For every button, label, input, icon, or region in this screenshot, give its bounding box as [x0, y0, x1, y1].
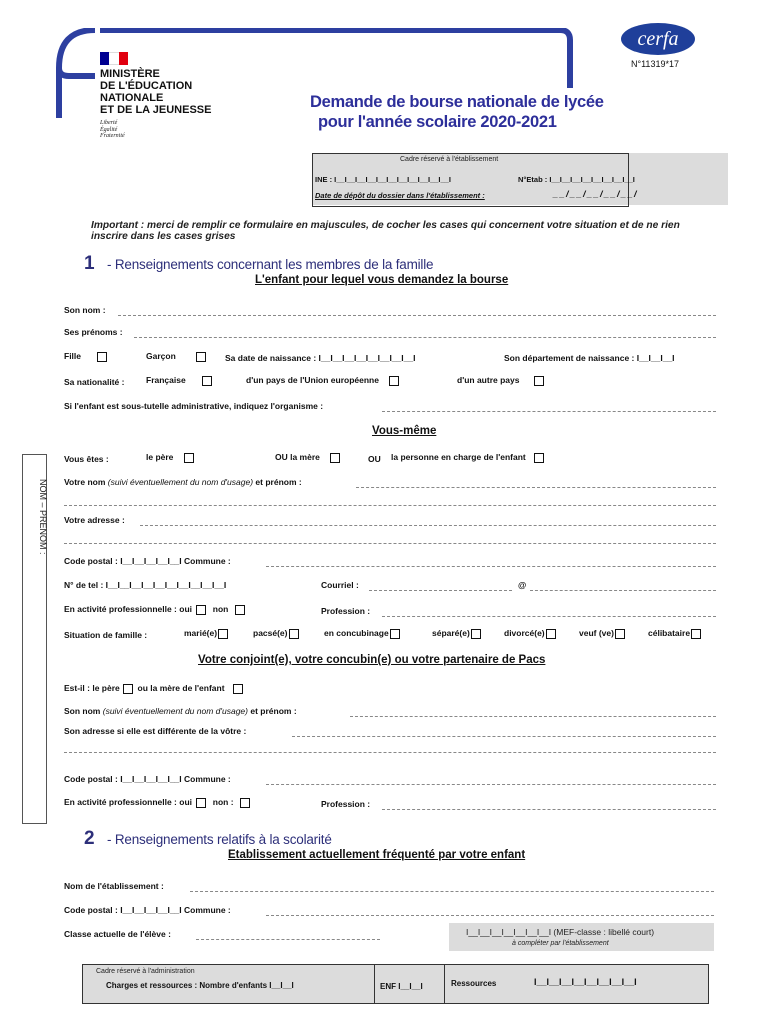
guardianship-label: Si l'enfant est sous-tutelle administrative, indiquez l'organisme : — [64, 401, 324, 411]
profession-field[interactable] — [382, 616, 716, 617]
nationality-other-label: d'un autre pays — [457, 375, 520, 385]
child-lastname-label: Son nom : — [64, 305, 106, 315]
admin-enf-field: ENF I__I__I — [380, 982, 423, 991]
status-married-checkbox[interactable] — [218, 629, 228, 639]
guardianship-field[interactable] — [382, 411, 716, 412]
email-domain-field[interactable] — [530, 590, 716, 591]
admin-children-count: Charges et ressources : Nombre d'enfants I__I__I — [106, 981, 294, 990]
section2-number: 2 — [84, 828, 95, 849]
ministry-line: MINISTÈRE — [100, 68, 160, 80]
your-address-field[interactable] — [140, 525, 716, 526]
fille-checkbox[interactable] — [97, 352, 107, 362]
mother-label: OU la mère — [275, 452, 320, 462]
fille-label: Fille — [64, 351, 82, 361]
guardian-label: la personne en charge de l'enfant — [391, 452, 526, 462]
partner-mother-checkbox[interactable] — [233, 684, 243, 694]
child-subtitle: L'enfant pour lequel vous demandez la bourse — [255, 274, 509, 286]
yourself-subtitle: Vous-même — [372, 425, 437, 437]
email-label: Courriel : — [321, 580, 359, 590]
important-note: Important : merci de remplir ce formulaire en majuscules, de cocher les cases qui concernent votre situation et de ne rien inscrire dans les cases grises — [91, 220, 680, 242]
child-firstname-label: Ses prénoms : — [64, 327, 123, 337]
status-separated — [432, 628, 481, 639]
status-single — [648, 628, 701, 639]
partner-address-label: Son adresse si elle est différente de la vôtre : — [64, 726, 247, 736]
partner-father-label: Est-il : le père — [64, 683, 120, 693]
father-checkbox[interactable] — [184, 453, 194, 463]
current-class-label: Classe actuelle de l'élève : — [64, 929, 171, 939]
your-name-field[interactable] — [356, 487, 716, 488]
mef-field: I__I__I__I__I__I__I__I (MEF-classe : libellé court) — [466, 927, 655, 937]
guardian-option — [391, 452, 544, 463]
partner-profession-field[interactable] — [382, 809, 716, 810]
nationality-french-option — [146, 375, 212, 386]
partner-commune-field[interactable] — [266, 784, 716, 785]
status-divorced-label: divorcé(e) — [504, 628, 545, 638]
motto-line: Fraternité — [100, 133, 125, 139]
partner-firstname-text: et prénom : — [250, 706, 297, 716]
employment-no-label: non — [212, 604, 229, 614]
guardian-checkbox[interactable] — [534, 453, 544, 463]
admin-divider — [374, 964, 375, 1004]
garcon-option — [146, 351, 206, 362]
admin-divider — [444, 964, 445, 1004]
nationality-eu-label: d'un pays de l'Union européenne — [246, 375, 379, 385]
partner-role-option — [64, 683, 243, 694]
school-subtitle: Etablissement actuellement fréquenté par votre enfant — [228, 849, 526, 861]
you-are-label: Vous êtes : — [64, 454, 109, 464]
father-option — [146, 452, 194, 463]
family-status-label: Situation de famille : — [64, 630, 148, 640]
partner-employment-option — [64, 797, 250, 808]
email-user-field[interactable] — [369, 590, 512, 591]
form-title — [310, 92, 604, 132]
republic-flag-icon — [100, 52, 128, 65]
garcon-label: Garçon — [146, 351, 176, 361]
ministry-line: NATIONALE — [100, 92, 164, 104]
status-widowed — [579, 628, 625, 639]
mother-checkbox[interactable] — [330, 453, 340, 463]
status-divorced — [504, 628, 556, 639]
profession-label: Profession : — [321, 606, 371, 616]
school-commune-field[interactable] — [266, 915, 714, 916]
status-widowed-label: veuf (ve) — [579, 628, 614, 638]
form-title-line2: pour l'année scolaire 2020-2021 — [318, 113, 557, 131]
status-divorced-checkbox[interactable] — [546, 629, 556, 639]
status-pacs-label: pacsé(e) — [253, 628, 288, 638]
your-address-label: Votre adresse : — [64, 515, 125, 525]
employment-yes-checkbox[interactable] — [196, 605, 206, 615]
child-firstname-field[interactable] — [134, 337, 716, 338]
status-concubinage — [324, 628, 400, 639]
netab-field: N°Etab : I__I__I__I__I__I__I__I__I — [518, 175, 635, 184]
partner-name-text: Son nom — [64, 706, 101, 716]
admin-resources-label: Ressources — [451, 979, 497, 988]
mef-note: à compléter par l'établissement — [512, 940, 609, 947]
current-class-field[interactable] — [196, 939, 380, 940]
cerfa-logo-text: cerfa — [637, 28, 679, 50]
name-side-label: NOM – PRENOM : — [38, 479, 48, 555]
admin-header: Cadre réservé à l'administration — [96, 968, 195, 975]
deposit-date-text: Date de dépôt du dossier dans l'établissement : — [315, 191, 485, 200]
section2-title: - Renseignements relatifs à la scolarité — [107, 832, 332, 847]
partner-mother-label: ou la mère de l'enfant — [137, 683, 225, 693]
partner-name-field[interactable] — [350, 716, 716, 717]
status-separated-label: séparé(e) — [432, 628, 470, 638]
status-pacs-checkbox[interactable] — [289, 629, 299, 639]
section2-heading — [84, 828, 332, 850]
section1-number: 1 — [84, 253, 95, 274]
your-address-field-line2[interactable] — [64, 543, 716, 544]
or-label: OU — [368, 454, 381, 464]
ministry-line: DE L'ÉDUCATION — [100, 80, 193, 92]
child-lastname-field[interactable] — [118, 315, 716, 316]
partner-employment-no-checkbox[interactable] — [240, 798, 250, 808]
email-at-sign: @ — [518, 580, 527, 590]
section1-title: - Renseignements concernant les membres de la famille — [107, 257, 434, 272]
garcon-checkbox[interactable] — [196, 352, 206, 362]
status-married-label: marié(e) — [184, 628, 218, 638]
nationality-label: Sa nationalité : — [64, 377, 125, 387]
your-name-text: Votre nom — [64, 477, 106, 487]
nationality-eu-checkbox[interactable] — [389, 376, 399, 386]
father-label: le père — [146, 452, 174, 462]
ministry-name — [100, 68, 211, 116]
reserved-etab-header: Cadre réservé à l'établissement — [400, 156, 499, 163]
partner-name-hint: (suivi éventuellement du nom d'usage) — [102, 706, 248, 716]
deposit-date-label — [315, 191, 485, 200]
your-name-field-line2[interactable] — [64, 505, 716, 506]
partner-profession-label: Profession : — [321, 799, 371, 809]
employment-label: En activité professionnelle : oui — [64, 604, 192, 614]
status-concubinage-label: en concubinage — [324, 628, 389, 638]
phone-field[interactable]: N° de tel : I__I__I__I__I__I__I__I__I__I__I — [64, 580, 227, 590]
postal-code-label: Code postal : I__I__I__I__I__I Commune : — [64, 556, 231, 566]
partner-postal-label: Code postal : I__I__I__I__I__I Commune : — [64, 774, 231, 784]
partner-address-field-line2[interactable] — [64, 752, 716, 753]
status-pacs — [253, 628, 299, 639]
status-separated-checkbox[interactable] — [471, 629, 481, 639]
republic-motto — [100, 120, 125, 140]
cerfa-logo — [621, 23, 695, 55]
mother-option — [275, 452, 340, 463]
fille-option — [64, 351, 107, 362]
employment-option — [64, 604, 245, 615]
partner-employment-yes-checkbox[interactable] — [196, 798, 206, 808]
school-name-label: Nom de l'établissement : — [64, 881, 164, 891]
status-married — [184, 628, 228, 639]
nationality-french-checkbox[interactable] — [202, 376, 212, 386]
nationality-eu-option — [246, 375, 399, 386]
ine-field: INE : I__I__I__I__I__I__I__I__I__I__I__I — [315, 175, 451, 184]
your-name-hint: (suivi éventuellement du nom d'usage) — [107, 477, 254, 487]
birth-department-field[interactable]: Son département de naissance : I__I__I__I — [504, 353, 675, 363]
admin-resources-field: I__I__I__I__I__I__I__I__I — [534, 977, 637, 987]
ministry-line: ET DE LA JEUNESSE — [100, 104, 212, 116]
deposit-date-slots: __/__/__/__/__/ — [553, 189, 639, 199]
nationality-other-option — [457, 375, 544, 386]
status-single-label: célibataire — [648, 628, 691, 638]
motto-line: Égalité — [100, 126, 118, 133]
motto-line: Liberté — [100, 120, 118, 126]
birthdate-field[interactable]: Sa date de naissance : I__I__I__I__I__I__I__I__I — [225, 353, 416, 363]
section1-heading — [84, 253, 433, 275]
status-widowed-checkbox[interactable] — [615, 629, 625, 639]
cerfa-number: N°11319*17 — [631, 59, 679, 69]
partner-name-label — [64, 706, 297, 716]
status-single-checkbox[interactable] — [691, 629, 701, 639]
nationality-other-checkbox[interactable] — [534, 376, 544, 386]
partner-father-checkbox[interactable] — [123, 684, 133, 694]
partner-subtitle: Votre conjoint(e), votre concubin(e) ou votre partenaire de Pacs — [198, 654, 546, 666]
employment-no-checkbox[interactable] — [235, 605, 245, 615]
status-concubinage-checkbox[interactable] — [390, 629, 400, 639]
school-name-field[interactable] — [190, 891, 714, 892]
partner-address-field[interactable] — [292, 736, 716, 737]
partner-employment-label: En activité professionnelle : oui — [64, 797, 192, 807]
commune-field[interactable] — [266, 566, 716, 567]
form-title-line1: Demande de bourse nationale de lycée — [310, 93, 604, 111]
school-postal-label: Code postal : I__I__I__I__I__I Commune : — [64, 905, 231, 915]
nationality-french-label: Française — [146, 375, 186, 385]
partner-employment-no-label: non : — [212, 797, 234, 807]
your-name-firstname-text: et prénom : — [255, 477, 302, 487]
your-name-label — [64, 477, 302, 487]
